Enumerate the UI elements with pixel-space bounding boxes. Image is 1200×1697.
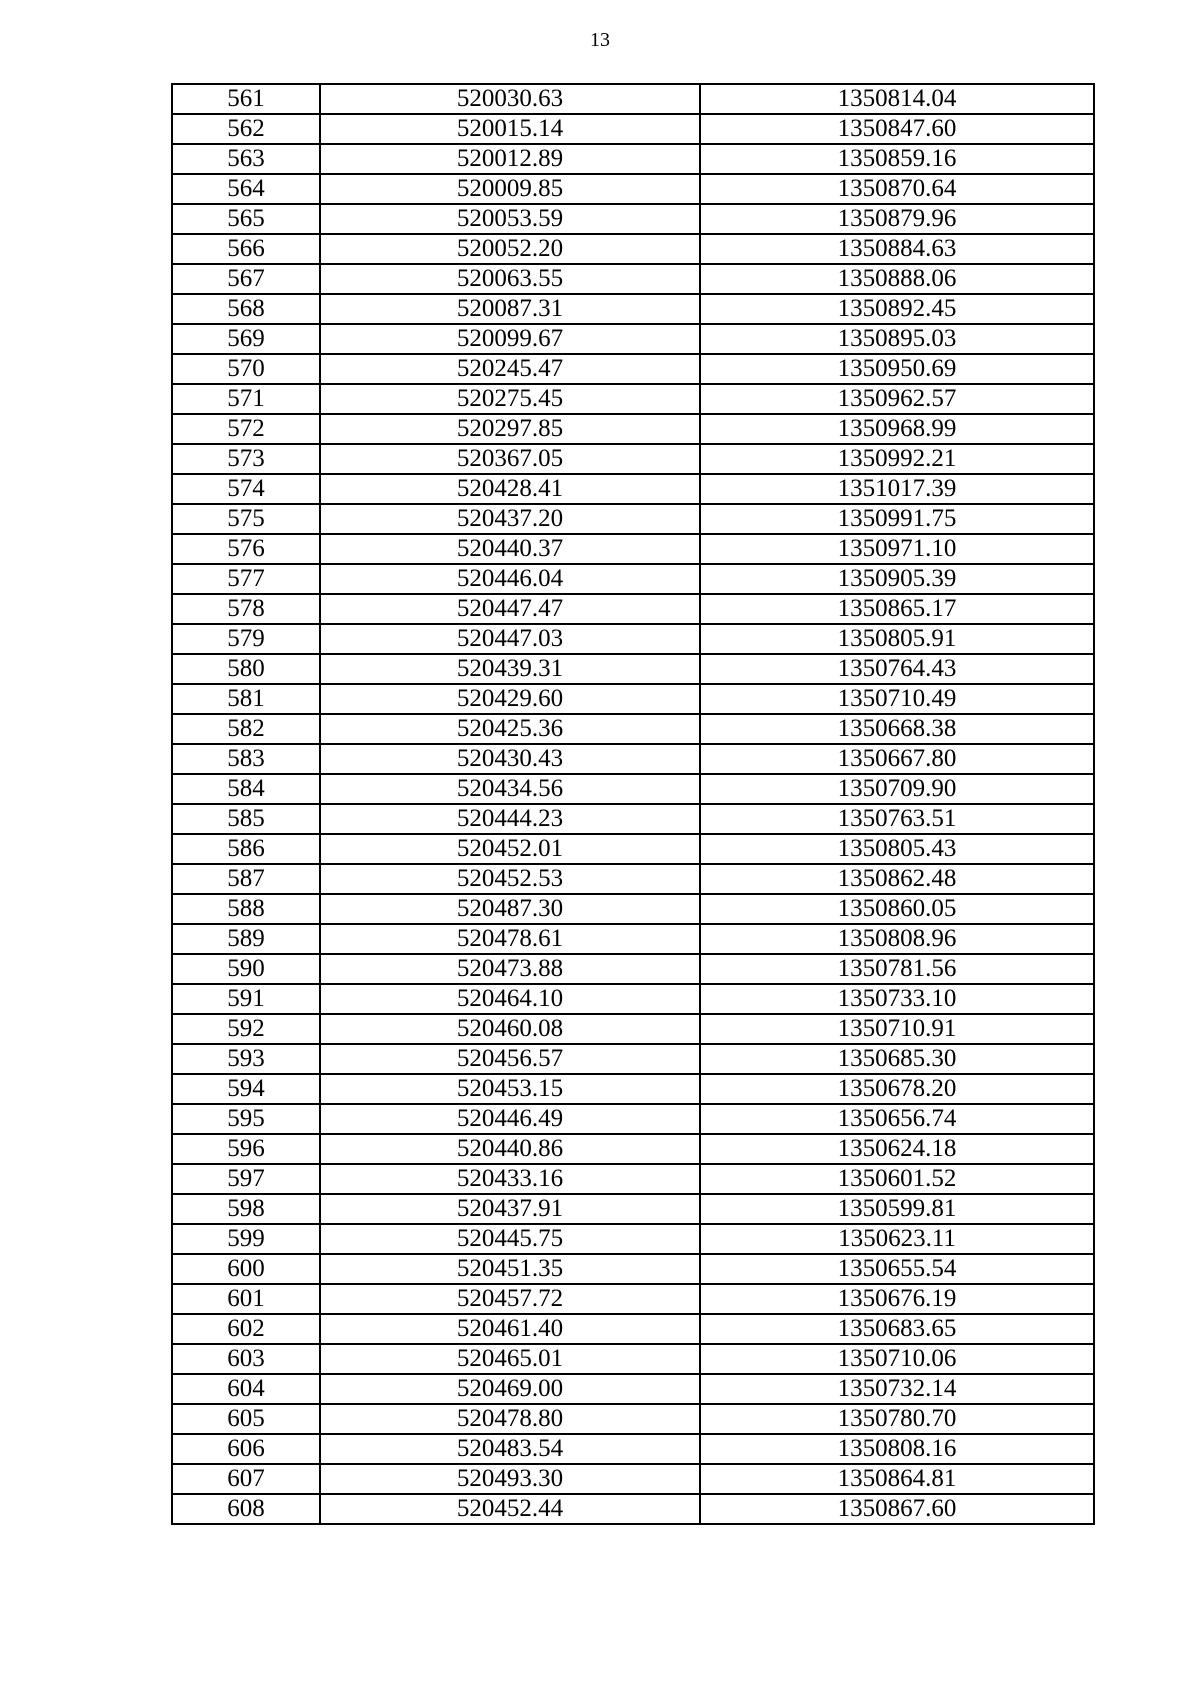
table-row (172, 534, 1094, 564)
point-number-cell: 566 (172, 234, 320, 264)
x-coordinate-cell: 520446.49 (320, 1104, 700, 1134)
y-coordinate-cell: 1350710.06 (700, 1344, 1094, 1374)
x-coordinate-cell: 520425.36 (320, 714, 700, 744)
x-coordinate-cell: 520439.31 (320, 654, 700, 684)
coordinates-table-body (172, 84, 1094, 1524)
table-row (172, 144, 1094, 174)
y-coordinate-cell: 1350892.45 (700, 294, 1094, 324)
x-coordinate-cell: 520087.31 (320, 294, 700, 324)
table-row (172, 1074, 1094, 1104)
table-row (172, 1014, 1094, 1044)
y-coordinate-cell: 1350623.11 (700, 1224, 1094, 1254)
table-row (172, 1434, 1094, 1464)
point-number-cell: 572 (172, 414, 320, 444)
point-number-cell: 593 (172, 1044, 320, 1074)
point-number-cell: 588 (172, 894, 320, 924)
point-number-cell: 565 (172, 204, 320, 234)
point-number-cell: 599 (172, 1224, 320, 1254)
y-coordinate-cell: 1350710.49 (700, 684, 1094, 714)
x-coordinate-cell: 520428.41 (320, 474, 700, 504)
table-row (172, 504, 1094, 534)
point-number-cell: 581 (172, 684, 320, 714)
table-row (172, 564, 1094, 594)
y-coordinate-cell: 1350950.69 (700, 354, 1094, 384)
x-coordinate-cell: 520469.00 (320, 1374, 700, 1404)
y-coordinate-cell: 1350864.81 (700, 1464, 1094, 1494)
y-coordinate-cell: 1351017.39 (700, 474, 1094, 504)
point-number-cell: 603 (172, 1344, 320, 1374)
y-coordinate-cell: 1350656.74 (700, 1104, 1094, 1134)
y-coordinate-cell: 1350678.20 (700, 1074, 1094, 1104)
y-coordinate-cell: 1350808.16 (700, 1434, 1094, 1464)
point-number-cell: 590 (172, 954, 320, 984)
x-coordinate-cell: 520012.89 (320, 144, 700, 174)
table-row (172, 1314, 1094, 1344)
y-coordinate-cell: 1350808.96 (700, 924, 1094, 954)
point-number-cell: 576 (172, 534, 320, 564)
table-row (172, 354, 1094, 384)
y-coordinate-cell: 1350710.91 (700, 1014, 1094, 1044)
x-coordinate-cell: 520456.57 (320, 1044, 700, 1074)
x-coordinate-cell: 520053.59 (320, 204, 700, 234)
y-coordinate-cell: 1350860.05 (700, 894, 1094, 924)
y-coordinate-cell: 1350733.10 (700, 984, 1094, 1014)
table-row (172, 384, 1094, 414)
y-coordinate-cell: 1350709.90 (700, 774, 1094, 804)
table-row (172, 1044, 1094, 1074)
x-coordinate-cell: 520444.23 (320, 804, 700, 834)
table-row (172, 294, 1094, 324)
x-coordinate-cell: 520099.67 (320, 324, 700, 354)
x-coordinate-cell: 520009.85 (320, 174, 700, 204)
y-coordinate-cell: 1350683.65 (700, 1314, 1094, 1344)
y-coordinate-cell: 1350805.43 (700, 834, 1094, 864)
page-number: 13 (590, 29, 610, 51)
table-row (172, 84, 1094, 114)
x-coordinate-cell: 520452.53 (320, 864, 700, 894)
x-coordinate-cell: 520440.37 (320, 534, 700, 564)
table-row (172, 444, 1094, 474)
y-coordinate-cell: 1350884.63 (700, 234, 1094, 264)
x-coordinate-cell: 520453.15 (320, 1074, 700, 1104)
table-row (172, 174, 1094, 204)
point-number-cell: 567 (172, 264, 320, 294)
x-coordinate-cell: 520487.30 (320, 894, 700, 924)
point-number-cell: 584 (172, 774, 320, 804)
y-coordinate-cell: 1350685.30 (700, 1044, 1094, 1074)
point-number-cell: 601 (172, 1284, 320, 1314)
point-number-cell: 575 (172, 504, 320, 534)
x-coordinate-cell: 520446.04 (320, 564, 700, 594)
point-number-cell: 582 (172, 714, 320, 744)
x-coordinate-cell: 520460.08 (320, 1014, 700, 1044)
table-row (172, 954, 1094, 984)
x-coordinate-cell: 520429.60 (320, 684, 700, 714)
y-coordinate-cell: 1350668.38 (700, 714, 1094, 744)
point-number-cell: 606 (172, 1434, 320, 1464)
table-row (172, 894, 1094, 924)
y-coordinate-cell: 1350732.14 (700, 1374, 1094, 1404)
point-number-cell: 579 (172, 624, 320, 654)
y-coordinate-cell: 1350859.16 (700, 144, 1094, 174)
table-row (172, 474, 1094, 504)
x-coordinate-cell: 520465.01 (320, 1344, 700, 1374)
point-number-cell: 570 (172, 354, 320, 384)
table-row (172, 1164, 1094, 1194)
y-coordinate-cell: 1350991.75 (700, 504, 1094, 534)
table-row (172, 234, 1094, 264)
point-number-cell: 574 (172, 474, 320, 504)
table-row (172, 1104, 1094, 1134)
x-coordinate-cell: 520015.14 (320, 114, 700, 144)
x-coordinate-cell: 520434.56 (320, 774, 700, 804)
y-coordinate-cell: 1350780.70 (700, 1404, 1094, 1434)
point-number-cell: 589 (172, 924, 320, 954)
table-row (172, 1224, 1094, 1254)
x-coordinate-cell: 520052.20 (320, 234, 700, 264)
y-coordinate-cell: 1350814.04 (700, 84, 1094, 114)
y-coordinate-cell: 1350962.57 (700, 384, 1094, 414)
x-coordinate-cell: 520473.88 (320, 954, 700, 984)
point-number-cell: 605 (172, 1404, 320, 1434)
table-row (172, 1194, 1094, 1224)
y-coordinate-cell: 1350667.80 (700, 744, 1094, 774)
x-coordinate-cell: 520451.35 (320, 1254, 700, 1284)
point-number-cell: 561 (172, 84, 320, 114)
point-number-cell: 608 (172, 1494, 320, 1524)
table-row (172, 324, 1094, 354)
x-coordinate-cell: 520440.86 (320, 1134, 700, 1164)
x-coordinate-cell: 520297.85 (320, 414, 700, 444)
table-row (172, 1134, 1094, 1164)
y-coordinate-cell: 1350992.21 (700, 444, 1094, 474)
y-coordinate-cell: 1350601.52 (700, 1164, 1094, 1194)
point-number-cell: 573 (172, 444, 320, 474)
x-coordinate-cell: 520437.20 (320, 504, 700, 534)
x-coordinate-cell: 520245.47 (320, 354, 700, 384)
table-row (172, 1494, 1094, 1524)
y-coordinate-cell: 1350865.17 (700, 594, 1094, 624)
x-coordinate-cell: 520447.03 (320, 624, 700, 654)
table-row (172, 744, 1094, 774)
table-row (172, 204, 1094, 234)
table-row (172, 1254, 1094, 1284)
table-row (172, 684, 1094, 714)
point-number-cell: 604 (172, 1374, 320, 1404)
y-coordinate-cell: 1350763.51 (700, 804, 1094, 834)
y-coordinate-cell: 1350971.10 (700, 534, 1094, 564)
y-coordinate-cell: 1350870.64 (700, 174, 1094, 204)
point-number-cell: 562 (172, 114, 320, 144)
table-row (172, 804, 1094, 834)
x-coordinate-cell: 520437.91 (320, 1194, 700, 1224)
x-coordinate-cell: 520367.05 (320, 444, 700, 474)
y-coordinate-cell: 1350655.54 (700, 1254, 1094, 1284)
x-coordinate-cell: 520483.54 (320, 1434, 700, 1464)
table-row (172, 774, 1094, 804)
point-number-cell: 600 (172, 1254, 320, 1284)
table-row (172, 1374, 1094, 1404)
table-row (172, 1284, 1094, 1314)
x-coordinate-cell: 520447.47 (320, 594, 700, 624)
point-number-cell: 578 (172, 594, 320, 624)
table-row (172, 1464, 1094, 1494)
x-coordinate-cell: 520478.80 (320, 1404, 700, 1434)
table-row (172, 1344, 1094, 1374)
y-coordinate-cell: 1350895.03 (700, 324, 1094, 354)
point-number-cell: 596 (172, 1134, 320, 1164)
coordinates-table (171, 83, 1095, 1525)
table-row (172, 834, 1094, 864)
y-coordinate-cell: 1350599.81 (700, 1194, 1094, 1224)
x-coordinate-cell: 520457.72 (320, 1284, 700, 1314)
x-coordinate-cell: 520478.61 (320, 924, 700, 954)
y-coordinate-cell: 1350879.96 (700, 204, 1094, 234)
y-coordinate-cell: 1350624.18 (700, 1134, 1094, 1164)
x-coordinate-cell: 520464.10 (320, 984, 700, 1014)
y-coordinate-cell: 1350867.60 (700, 1494, 1094, 1524)
point-number-cell: 563 (172, 144, 320, 174)
table-row (172, 1404, 1094, 1434)
point-number-cell: 571 (172, 384, 320, 414)
point-number-cell: 607 (172, 1464, 320, 1494)
x-coordinate-cell: 520430.43 (320, 744, 700, 774)
point-number-cell: 597 (172, 1164, 320, 1194)
point-number-cell: 583 (172, 744, 320, 774)
x-coordinate-cell: 520461.40 (320, 1314, 700, 1344)
point-number-cell: 602 (172, 1314, 320, 1344)
point-number-cell: 587 (172, 864, 320, 894)
y-coordinate-cell: 1350764.43 (700, 654, 1094, 684)
x-coordinate-cell: 520063.55 (320, 264, 700, 294)
table-row (172, 594, 1094, 624)
y-coordinate-cell: 1350847.60 (700, 114, 1094, 144)
x-coordinate-cell: 520030.63 (320, 84, 700, 114)
y-coordinate-cell: 1350862.48 (700, 864, 1094, 894)
point-number-cell: 580 (172, 654, 320, 684)
y-coordinate-cell: 1350676.19 (700, 1284, 1094, 1314)
point-number-cell: 577 (172, 564, 320, 594)
x-coordinate-cell: 520493.30 (320, 1464, 700, 1494)
table-row (172, 714, 1094, 744)
point-number-cell: 568 (172, 294, 320, 324)
x-coordinate-cell: 520452.44 (320, 1494, 700, 1524)
point-number-cell: 586 (172, 834, 320, 864)
x-coordinate-cell: 520275.45 (320, 384, 700, 414)
point-number-cell: 592 (172, 1014, 320, 1044)
point-number-cell: 598 (172, 1194, 320, 1224)
y-coordinate-cell: 1350968.99 (700, 414, 1094, 444)
point-number-cell: 585 (172, 804, 320, 834)
x-coordinate-cell: 520452.01 (320, 834, 700, 864)
table-row (172, 114, 1094, 144)
point-number-cell: 591 (172, 984, 320, 1014)
table-row (172, 264, 1094, 294)
y-coordinate-cell: 1350905.39 (700, 564, 1094, 594)
point-number-cell: 564 (172, 174, 320, 204)
x-coordinate-cell: 520445.75 (320, 1224, 700, 1254)
point-number-cell: 569 (172, 324, 320, 354)
y-coordinate-cell: 1350888.06 (700, 264, 1094, 294)
point-number-cell: 594 (172, 1074, 320, 1104)
table-row (172, 924, 1094, 954)
point-number-cell: 595 (172, 1104, 320, 1134)
table-row (172, 624, 1094, 654)
table-row (172, 414, 1094, 444)
y-coordinate-cell: 1350805.91 (700, 624, 1094, 654)
x-coordinate-cell: 520433.16 (320, 1164, 700, 1194)
table-row (172, 654, 1094, 684)
table-row (172, 864, 1094, 894)
table-row (172, 984, 1094, 1014)
y-coordinate-cell: 1350781.56 (700, 954, 1094, 984)
